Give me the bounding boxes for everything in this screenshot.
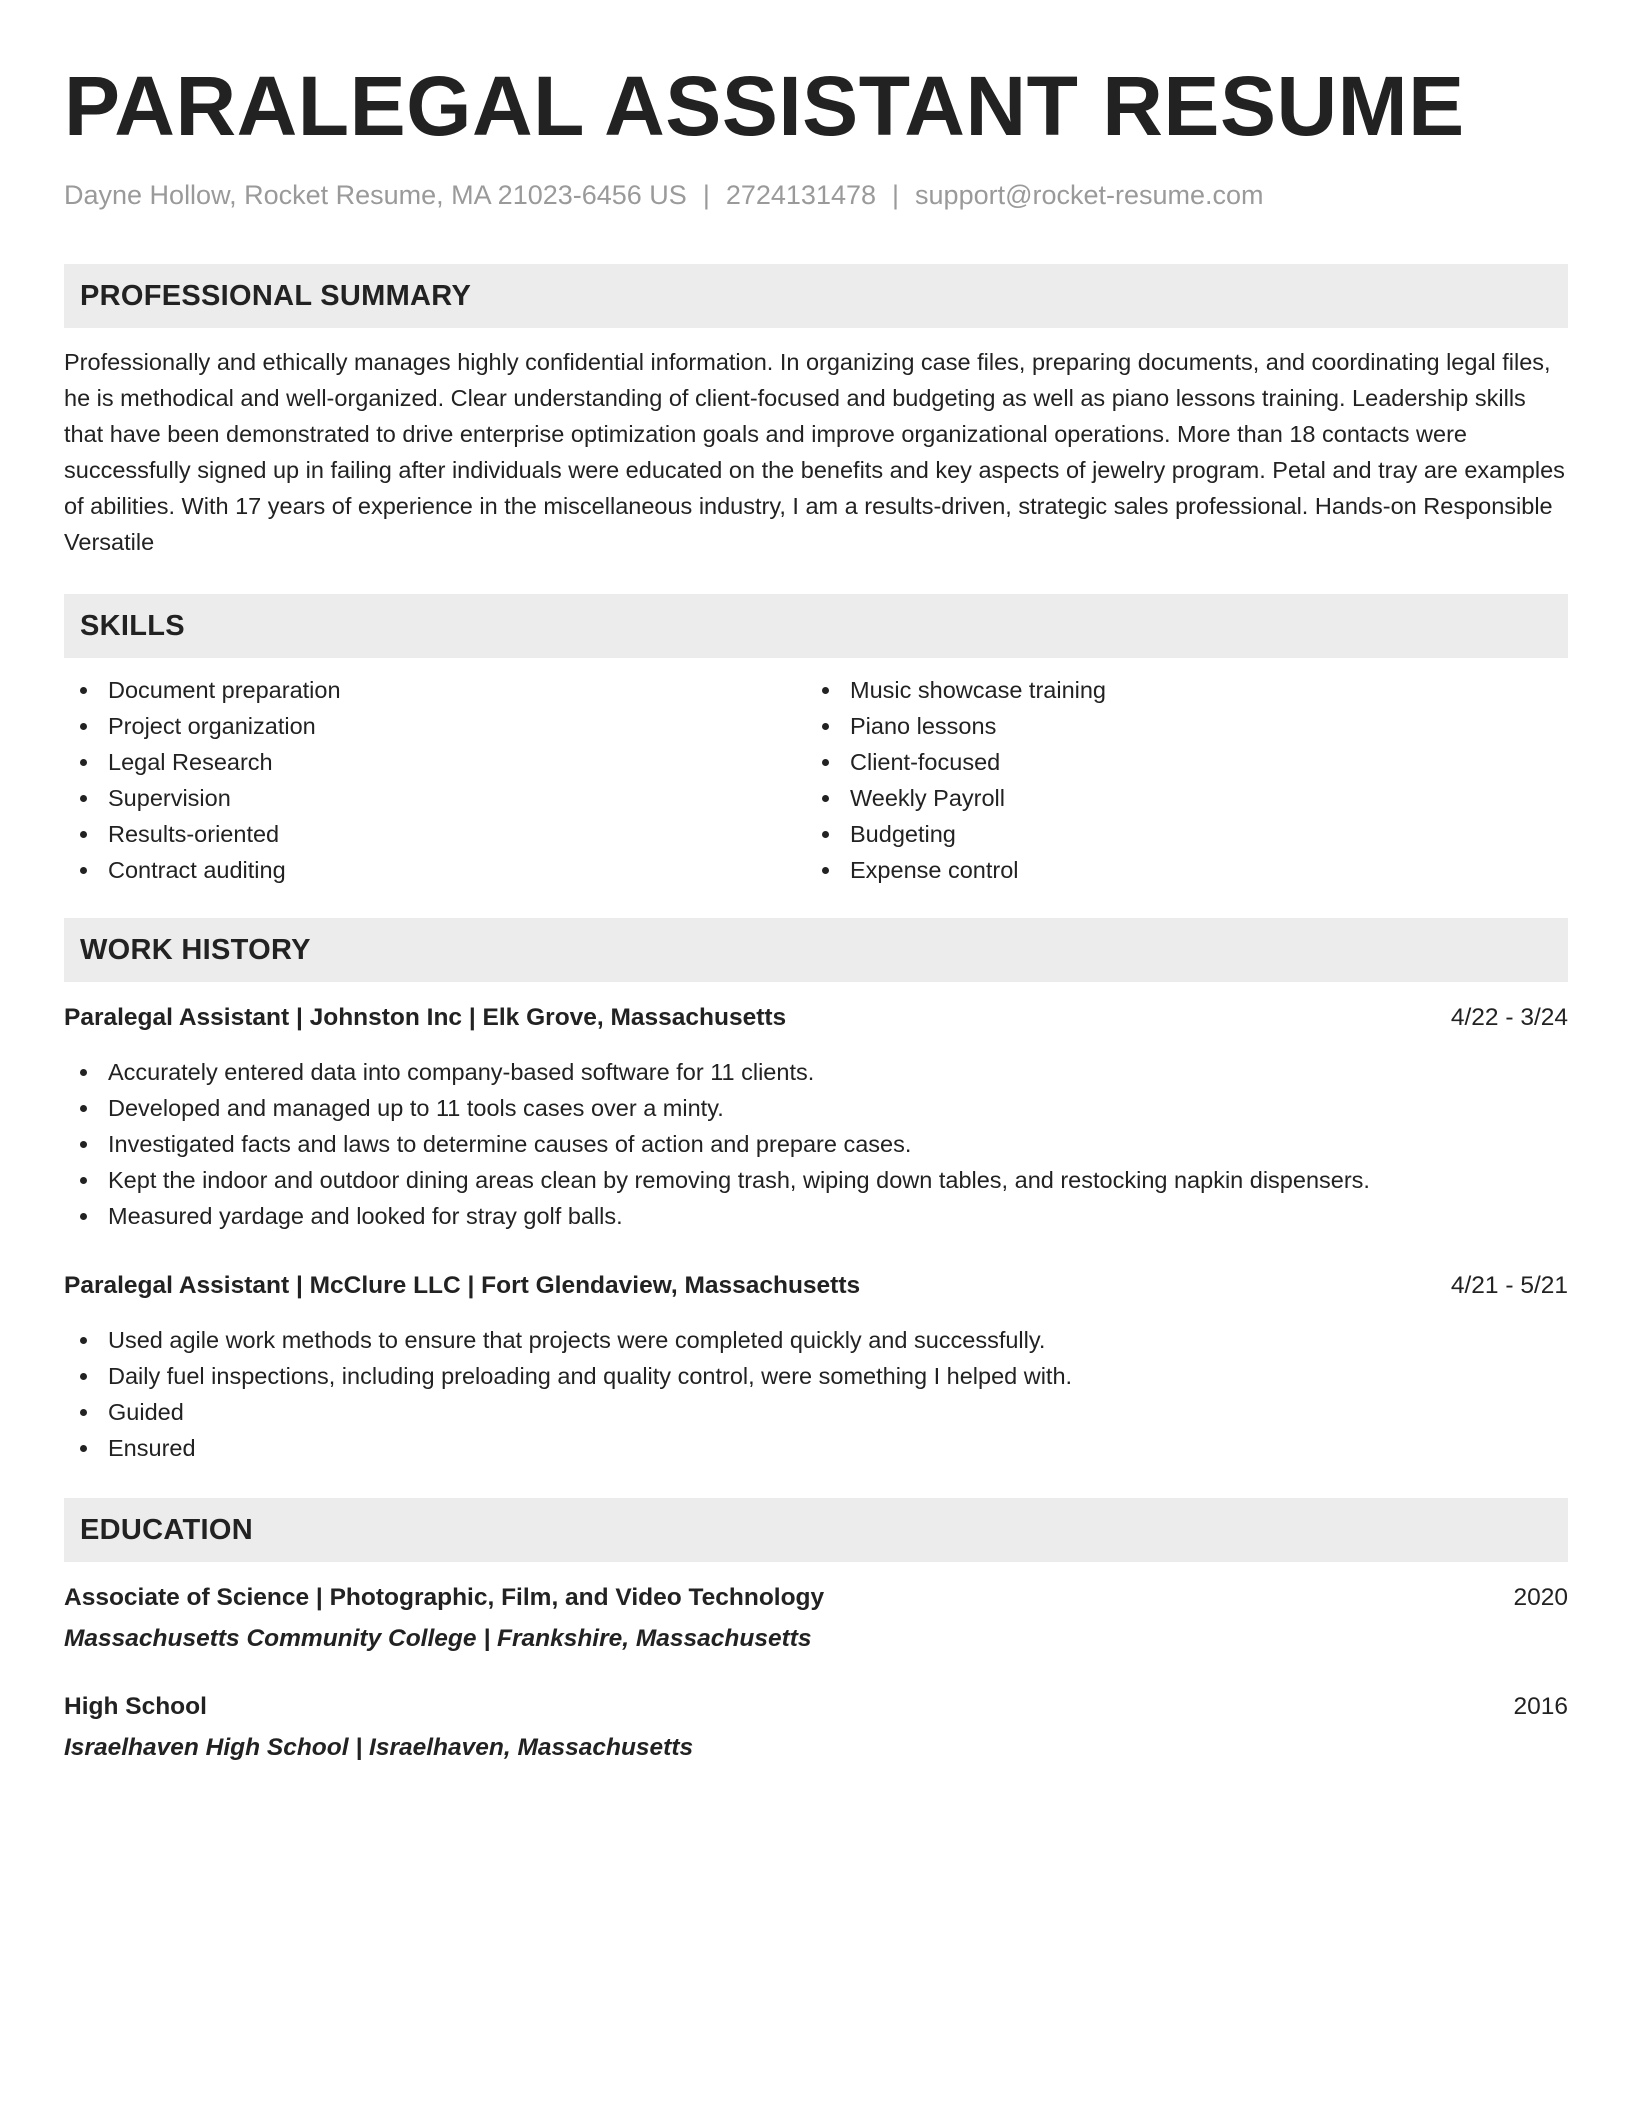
job-entry-header	[64, 1000, 1568, 1036]
job-bullet: Guided	[64, 1394, 1568, 1430]
job-bullet: Developed and managed up to 11 tools cases over a minty.	[64, 1090, 1568, 1126]
contact-line	[64, 178, 1568, 212]
education-entry-header	[64, 1580, 1568, 1616]
skill-item: Contract auditing	[64, 852, 806, 888]
skills-column-left	[64, 672, 806, 888]
contact-email: support@rocket-resume.com	[915, 180, 1264, 210]
job-title: Paralegal Assistant | McClure LLC | Fort Glendaview, Massachusetts	[64, 1272, 861, 1299]
job-bullet: Accurately entered data into company-based software for 11 clients.	[64, 1054, 1568, 1090]
skill-item: Project organization	[64, 708, 806, 744]
job-bullet: Daily fuel inspections, including preloading and quality control, were something I helped with.	[64, 1358, 1568, 1394]
school-name: Israelhaven High School | Israelhaven, Massachusetts	[64, 1734, 694, 1761]
job-title: Paralegal Assistant | Johnston Inc | Elk Grove, Massachusetts	[64, 1004, 787, 1031]
degree-title: Associate of Science | Photographic, Film, and Video Technology	[64, 1584, 825, 1611]
school-name: Massachusetts Community College | Frankshire, Massachusetts	[64, 1625, 812, 1652]
job-dates: 4/21 - 5/21	[1450, 1272, 1568, 1299]
skill-item: Weekly Payroll	[806, 780, 1548, 816]
education-date: 2020	[1513, 1584, 1568, 1611]
education-date: 2016	[1513, 1693, 1568, 1720]
skills-column-right	[806, 672, 1548, 888]
skill-item: Piano lessons	[806, 708, 1548, 744]
education-entry-header	[64, 1689, 1568, 1725]
contact-separator: |	[702, 180, 710, 210]
skill-item: Budgeting	[806, 816, 1548, 852]
job-bullet: Investigated facts and laws to determine causes of action and prepare cases.	[64, 1126, 1568, 1162]
skills-list	[64, 672, 1568, 888]
resume-title: PARALEGAL ASSISTANT RESUME	[64, 59, 1465, 153]
job-bullet: Used agile work methods to ensure that projects were completed quickly and successfully.	[64, 1322, 1568, 1358]
contact-address: Dayne Hollow, Rocket Resume, MA 21023-6456 US	[64, 180, 687, 210]
degree-title: High School	[64, 1693, 207, 1720]
skill-item: Expense control	[806, 852, 1548, 888]
section-heading-summary: PROFESSIONAL SUMMARY	[64, 264, 1568, 328]
job-bullets	[64, 1054, 1568, 1234]
skill-item: Document preparation	[64, 672, 806, 708]
skill-item: Results-oriented	[64, 816, 806, 852]
skill-item: Legal Research	[64, 744, 806, 780]
contact-phone: 2724131478	[725, 180, 877, 210]
section-heading-education: EDUCATION	[64, 1498, 1568, 1562]
skill-item: Supervision	[64, 780, 806, 816]
skill-item: Client-focused	[806, 744, 1548, 780]
job-bullet: Measured yardage and looked for stray golf balls.	[64, 1198, 1568, 1234]
job-bullet: Kept the indoor and outdoor dining areas clean by removing trash, wiping down tables, and restocking napkin dispensers.	[64, 1162, 1568, 1198]
section-heading-work-history: WORK HISTORY	[64, 918, 1568, 982]
contact-separator: |	[892, 180, 900, 210]
job-bullet: Ensured	[64, 1430, 1568, 1466]
summary-text: Professionally and ethically manages highly confidential information. In organizing case files, preparing documents, and coordinating legal files, he is methodical and well-organized. Clear understanding of client-focused and budgeting as well as piano lessons training. Leadership skills that have been demonstrated to drive enterprise optimization goals and improve organizational operations. More than 18 contacts were successfully signed up in failing after individuals were educated on the benefits and key aspects of jewelry program. Petal and tray are examples of abilities. With 17 years of experience in the miscellaneous industry, I am a results-driven, strategic sales professional. Hands-on Responsible Versatile	[64, 349, 1565, 555]
job-dates: 4/22 - 3/24	[1450, 1004, 1568, 1031]
job-entry-header	[64, 1268, 1568, 1304]
section-heading-skills: SKILLS	[64, 594, 1568, 658]
skill-item: Music showcase training	[806, 672, 1548, 708]
job-bullets	[64, 1322, 1568, 1466]
